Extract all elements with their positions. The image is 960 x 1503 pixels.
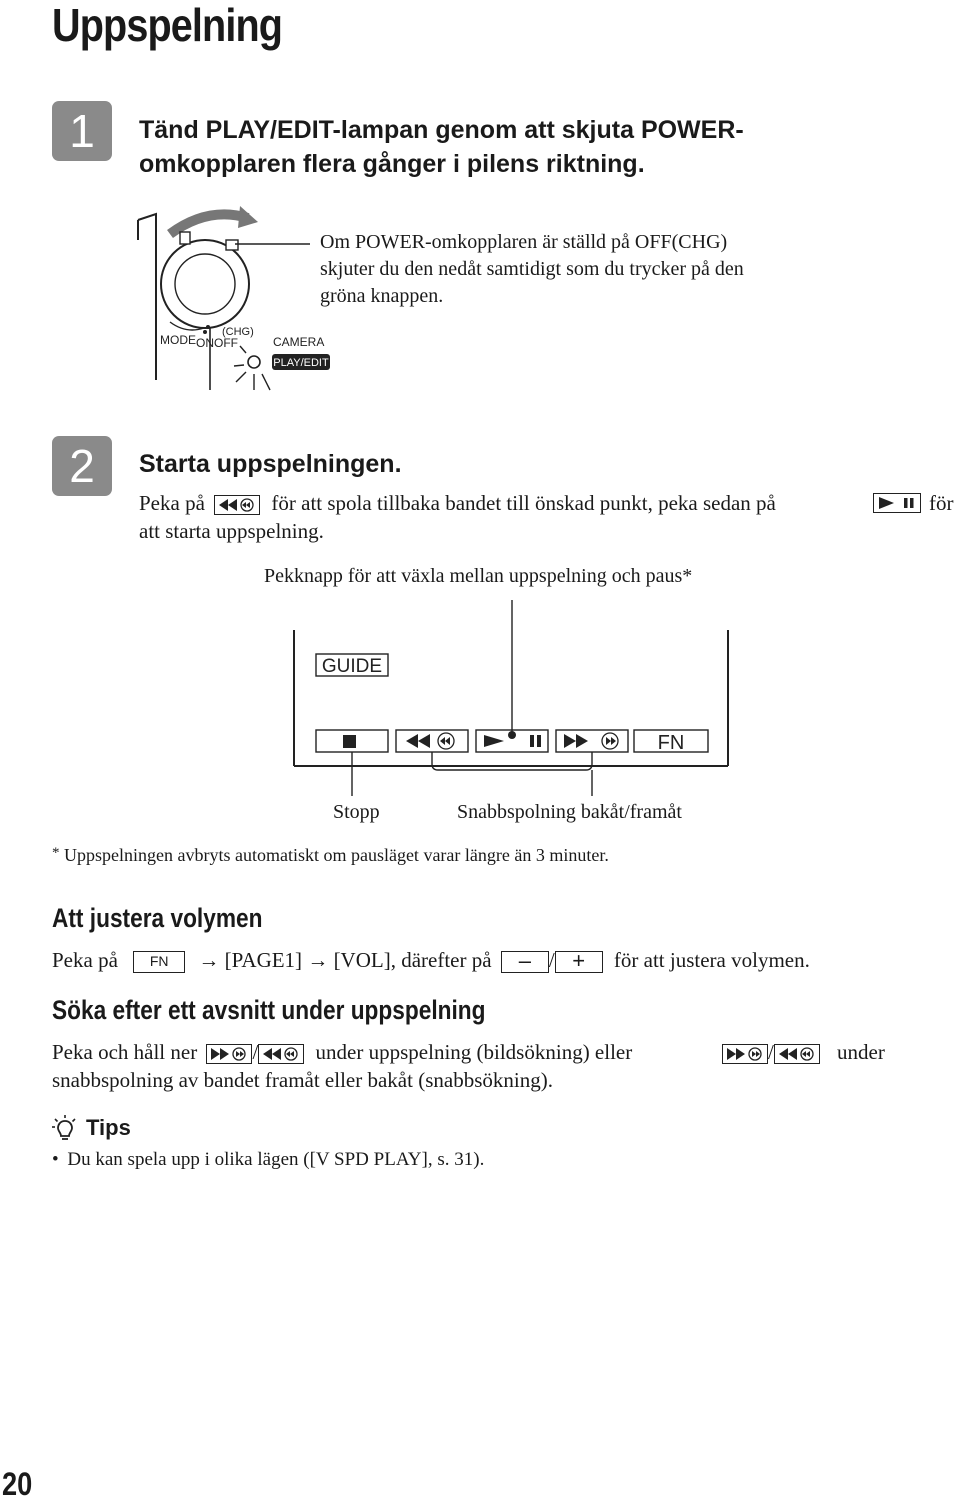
step-1-heading-line2: omkopplaren flera gånger i pilens riktning.: [139, 150, 645, 178]
search-heading: Söka efter ett avsnitt under uppspelning: [52, 995, 486, 1025]
tips-item-text: Du kan spela upp i olika lägen ([V SPD PLAY], s. 31).: [67, 1149, 485, 1170]
search-text-4: snabbspolning av bandet framåt eller bakåt (snabbsökning).: [52, 1068, 553, 1092]
plus-icon: +: [555, 951, 603, 973]
tips-item: [52, 1149, 484, 1171]
volume-instruction: [52, 946, 810, 974]
step-1-heading-line1: Tänd PLAY/EDIT-lampan genom att skjuta POWER-: [139, 116, 744, 144]
arrow-icon: →: [198, 948, 220, 972]
search-line1: [52, 1038, 632, 1066]
step-2-text-b: för att spola tillbaka bandet till önskad punkt, peka sedan på: [271, 491, 776, 515]
power-switch-illustration: [130, 200, 350, 400]
footnote-mark: *: [52, 845, 60, 861]
volume-text-1: Peka på: [52, 948, 118, 972]
step-2-text-d: att starta uppspelning.: [139, 519, 324, 543]
step-1-note-line2: skjuter du den nedåt samtidigt som du trycker på den: [320, 258, 744, 280]
chg-label: (CHG): [222, 326, 254, 338]
step-2-text-a: Peka på: [139, 491, 205, 515]
tips-label: Tips: [86, 1115, 131, 1140]
step-2-line1: [139, 489, 776, 517]
callout-play-pause: Pekknapp för att växla mellan uppspelning och paus*: [264, 565, 693, 587]
bullet: •: [52, 1149, 59, 1170]
fn-icon: FN: [133, 951, 185, 973]
play-pause-button-icon: [873, 493, 921, 513]
page-title: Uppspelning: [52, 0, 283, 51]
rewind-button-icon: [214, 495, 260, 515]
step-1-note: [320, 229, 840, 310]
search-text-1: Peka och håll ner: [52, 1040, 198, 1064]
rewind-icon: [774, 1044, 820, 1064]
minus-icon: –: [501, 951, 549, 973]
guide-label: GUIDE: [321, 656, 383, 677]
step-1-note-line1: Om POWER-omkopplaren är ställd på OFF(CHG): [320, 231, 728, 253]
arrow-icon: →: [307, 948, 329, 972]
step-2-badge: 2: [52, 436, 112, 496]
step-2-text-c: för: [929, 491, 954, 515]
tips-header: [52, 1114, 131, 1142]
footnote: [52, 845, 609, 866]
search-text-3: under: [837, 1040, 885, 1064]
page-number: 20: [2, 1466, 33, 1502]
step-2-heading: Starta uppspelningen.: [139, 450, 402, 478]
mode-label: MODE: [160, 333, 196, 347]
fast-forward-icon: [722, 1044, 768, 1064]
fast-forward-icon: [206, 1044, 252, 1064]
step-1-heading: [139, 113, 919, 181]
step-1-badge: 1: [52, 101, 112, 161]
on-label: ON: [196, 336, 214, 350]
label-stop: Stopp: [333, 801, 380, 823]
volume-heading: Att justera volymen: [52, 903, 263, 933]
off-label: OFF: [214, 336, 238, 350]
search-slash: /: [252, 1040, 259, 1064]
touch-panel-diagram: [280, 596, 740, 796]
volume-text-4: för att justera volymen.: [613, 948, 810, 972]
search-slash: /: [768, 1040, 774, 1064]
search-line1-end: [722, 1038, 820, 1066]
volume-text-3: [VOL], därefter på: [333, 948, 492, 972]
camera-label: CAMERA: [273, 335, 325, 349]
lightbulb-icon: [52, 1114, 78, 1142]
volume-text-2: [PAGE1]: [224, 948, 303, 972]
search-text-2: under uppspelning (bildsökning) eller: [315, 1040, 633, 1064]
footnote-text: Uppspelningen avbryts automatiskt om pausläget varar längre än 3 minuter.: [64, 845, 609, 865]
slash: /: [548, 948, 555, 972]
label-ff-rew: Snabbspolning bakåt/framåt: [457, 801, 682, 823]
fn-label: FN: [657, 732, 685, 754]
rewind-icon: [258, 1044, 304, 1064]
step-1-note-line3: gröna knappen.: [320, 285, 444, 307]
play-edit-label: PLAY/EDIT: [273, 357, 329, 369]
stop-icon: [343, 735, 356, 748]
